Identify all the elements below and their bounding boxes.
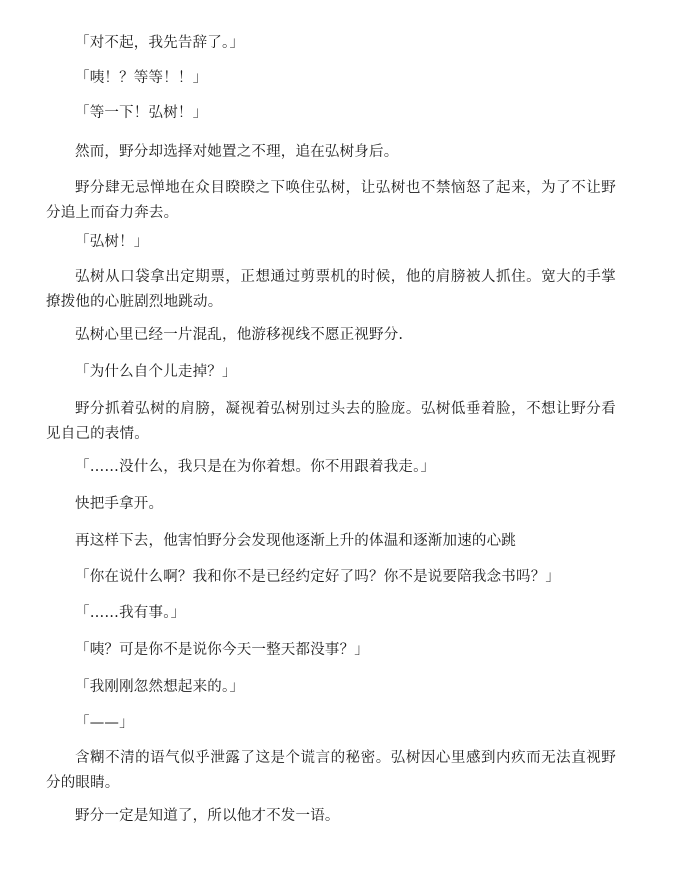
dialogue-line: 「对不起，我先告辞了。」 bbox=[75, 35, 245, 51]
dialogue-line: 「……我有事。」 bbox=[75, 605, 186, 621]
narration-paragraph: 弘树从口袋拿出定期票，正想通过剪票机的时候，他的肩膀被人抓住。宽大的手掌撩拨他的心脏剧烈地跳动。 bbox=[46, 269, 616, 310]
narration-line: 弘树心里已经一片混乱，他游移视线不愿正视野分. bbox=[75, 327, 404, 343]
dialogue-line: 「……没什么，我只是在为你着想。你不用跟着我走。」 bbox=[75, 459, 436, 475]
narration-line: 快把手拿开。 bbox=[75, 496, 164, 512]
dialogue-line: 「为什么自个儿走掉？」 bbox=[75, 364, 237, 380]
dialogue-line: 「——」 bbox=[75, 715, 134, 731]
dialogue-line: 「我刚刚忽然想起来的。」 bbox=[75, 679, 245, 695]
dialogue-line: 「咦！？等等！！」 bbox=[75, 70, 208, 86]
narration-paragraph: 野分肆无忌惮地在众目睽睽之下唤住弘树，让弘树也不禁恼怒了起来，为了不让野分追上而奋力奔去。 bbox=[46, 180, 616, 221]
dialogue-line: 「弘树！」 bbox=[75, 234, 149, 250]
dialogue-line: 「你在说什么啊？我和你不是已经约定好了吗？你不是说要陪我念书吗？」 bbox=[75, 569, 561, 585]
narration-paragraph: 野分抓着弘树的肩膀，凝视着弘树别过头去的脸庞。弘树低垂着脸，不想让野分看见自己的表情。 bbox=[46, 401, 616, 442]
narration-line: 然而，野分却选择对她置之不理，追在弘树身后。 bbox=[75, 144, 399, 160]
narration-line: 再这样下去，他害怕野分会发现他逐渐上升的体温和逐渐加速的心跳 bbox=[75, 533, 516, 549]
dialogue-line: 「等一下！弘树！」 bbox=[75, 105, 208, 121]
dialogue-line: 「咦？可是你不是说你今天一整天都没事？」 bbox=[75, 642, 369, 658]
narration-paragraph: 含糊不清的语气似乎泄露了这是个谎言的秘密。弘树因心里感到内疚而无法直视野分的眼睛。 bbox=[46, 750, 616, 791]
narration-line: 野分一定是知道了，所以他才不发一语。 bbox=[75, 808, 340, 824]
